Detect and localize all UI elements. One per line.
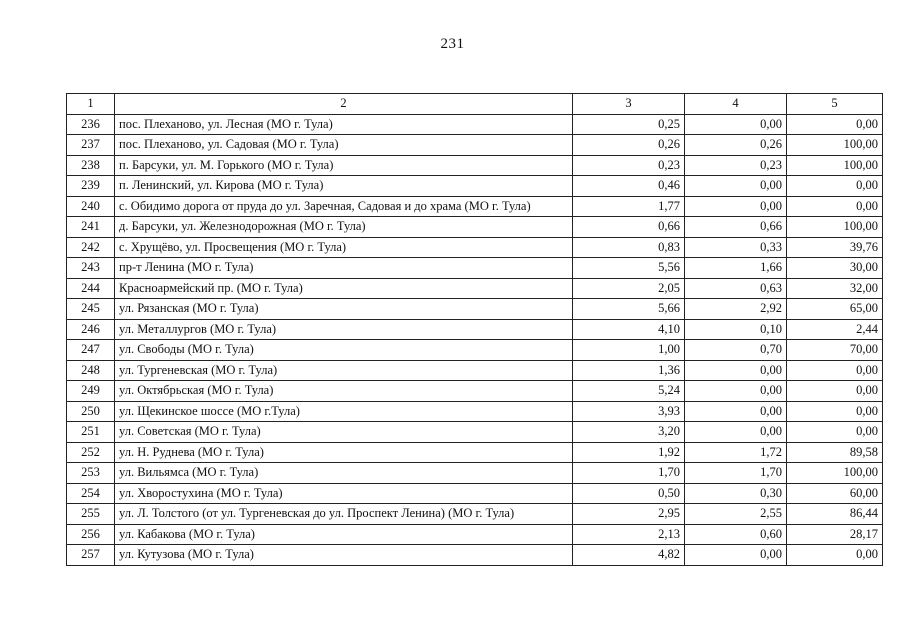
row-number: 248	[67, 360, 115, 381]
row-number: 247	[67, 340, 115, 361]
road-name: с. Обидимо дорога от пруда до ул. Заречная, Садовая и до храма (МО г. Тула)	[115, 196, 573, 217]
table-row	[67, 483, 883, 504]
road-name: ул. Хворостухина (МО г. Тула)	[115, 483, 573, 504]
value-col4: 0,70	[685, 340, 787, 361]
value-col4: 0,00	[685, 114, 787, 135]
value-col4: 0,00	[685, 360, 787, 381]
table-row	[67, 319, 883, 340]
table-row	[67, 278, 883, 299]
row-number: 246	[67, 319, 115, 340]
row-number: 251	[67, 422, 115, 443]
road-name: ул. Тургеневская (МО г. Тула)	[115, 360, 573, 381]
road-name: ул. Свободы (МО г. Тула)	[115, 340, 573, 361]
table-row	[67, 258, 883, 279]
value-col3: 0,23	[573, 155, 685, 176]
value-col5: 100,00	[787, 463, 883, 484]
table-row	[67, 217, 883, 238]
table-row	[67, 422, 883, 443]
value-col4: 0,33	[685, 237, 787, 258]
row-number: 253	[67, 463, 115, 484]
row-number: 239	[67, 176, 115, 197]
row-number: 237	[67, 135, 115, 156]
column-header: 2	[115, 94, 573, 115]
row-number: 255	[67, 504, 115, 525]
road-name: ул. Октябрьская (МО г. Тула)	[115, 381, 573, 402]
table-row	[67, 340, 883, 361]
road-name: с. Хрущёво, ул. Просвещения (МО г. Тула)	[115, 237, 573, 258]
road-name: пос. Плеханово, ул. Садовая (МО г. Тула)	[115, 135, 573, 156]
value-col5: 2,44	[787, 319, 883, 340]
table-body	[67, 114, 883, 565]
value-col5: 0,00	[787, 114, 883, 135]
value-col5: 100,00	[787, 135, 883, 156]
value-col4: 0,66	[685, 217, 787, 238]
row-number: 249	[67, 381, 115, 402]
value-col3: 3,93	[573, 401, 685, 422]
road-name: ул. Советская (МО г. Тула)	[115, 422, 573, 443]
value-col5: 32,00	[787, 278, 883, 299]
value-col3: 4,10	[573, 319, 685, 340]
value-col5: 28,17	[787, 524, 883, 545]
value-col3: 2,05	[573, 278, 685, 299]
table-row	[67, 545, 883, 566]
row-number: 238	[67, 155, 115, 176]
value-col5: 0,00	[787, 196, 883, 217]
value-col3: 0,66	[573, 217, 685, 238]
road-name: п. Ленинский, ул. Кирова (МО г. Тула)	[115, 176, 573, 197]
table-row	[67, 155, 883, 176]
column-header: 3	[573, 94, 685, 115]
value-col4: 0,00	[685, 545, 787, 566]
value-col4: 0,00	[685, 401, 787, 422]
value-col5: 70,00	[787, 340, 883, 361]
value-col5: 100,00	[787, 217, 883, 238]
value-col5: 60,00	[787, 483, 883, 504]
row-number: 236	[67, 114, 115, 135]
value-col4: 0,00	[685, 381, 787, 402]
value-col4: 0,63	[685, 278, 787, 299]
value-col4: 0,00	[685, 176, 787, 197]
value-col3: 4,82	[573, 545, 685, 566]
value-col3: 1,77	[573, 196, 685, 217]
value-col4: 1,72	[685, 442, 787, 463]
table-row	[67, 401, 883, 422]
column-header: 1	[67, 94, 115, 115]
road-name: ул. Щекинское шоссе (МО г.Тула)	[115, 401, 573, 422]
value-col5: 89,58	[787, 442, 883, 463]
value-col3: 1,92	[573, 442, 685, 463]
table-header-row	[67, 94, 883, 115]
value-col5: 86,44	[787, 504, 883, 525]
value-col3: 5,24	[573, 381, 685, 402]
value-col5: 0,00	[787, 422, 883, 443]
value-col5: 0,00	[787, 176, 883, 197]
road-name: ул. Рязанская (МО г. Тула)	[115, 299, 573, 320]
value-col3: 1,00	[573, 340, 685, 361]
row-number: 254	[67, 483, 115, 504]
value-col5: 30,00	[787, 258, 883, 279]
value-col3: 0,50	[573, 483, 685, 504]
value-col5: 0,00	[787, 360, 883, 381]
table-row	[67, 299, 883, 320]
row-number: 256	[67, 524, 115, 545]
row-number: 241	[67, 217, 115, 238]
value-col5: 0,00	[787, 381, 883, 402]
row-number: 244	[67, 278, 115, 299]
table-row	[67, 360, 883, 381]
page-number: 231	[440, 36, 465, 52]
row-number: 245	[67, 299, 115, 320]
value-col3: 3,20	[573, 422, 685, 443]
road-name: пос. Плеханово, ул. Лесная (МО г. Тула)	[115, 114, 573, 135]
row-number: 252	[67, 442, 115, 463]
value-col3: 0,46	[573, 176, 685, 197]
table-row	[67, 442, 883, 463]
value-col3: 2,95	[573, 504, 685, 525]
value-col3: 5,66	[573, 299, 685, 320]
value-col3: 1,70	[573, 463, 685, 484]
road-name: пр-т Ленина (МО г. Тула)	[115, 258, 573, 279]
table-row	[67, 381, 883, 402]
column-header: 4	[685, 94, 787, 115]
value-col4: 0,30	[685, 483, 787, 504]
data-table	[66, 93, 883, 566]
table-row	[67, 196, 883, 217]
value-col4: 1,70	[685, 463, 787, 484]
value-col5: 0,00	[787, 401, 883, 422]
value-col4: 1,66	[685, 258, 787, 279]
row-number: 243	[67, 258, 115, 279]
column-header: 5	[787, 94, 883, 115]
value-col3: 5,56	[573, 258, 685, 279]
value-col5: 0,00	[787, 545, 883, 566]
value-col5: 39,76	[787, 237, 883, 258]
road-name: ул. Кабакова (МО г. Тула)	[115, 524, 573, 545]
value-col4: 0,00	[685, 422, 787, 443]
row-number: 250	[67, 401, 115, 422]
road-name: ул. Вильямса (МО г. Тула)	[115, 463, 573, 484]
road-name: д. Барсуки, ул. Железнодорожная (МО г. Тула)	[115, 217, 573, 238]
road-name: ул. Н. Руднева (МО г. Тула)	[115, 442, 573, 463]
value-col3: 2,13	[573, 524, 685, 545]
value-col4: 0,10	[685, 319, 787, 340]
road-name: Красноармейский пр. (МО г. Тула)	[115, 278, 573, 299]
value-col3: 1,36	[573, 360, 685, 381]
value-col4: 0,60	[685, 524, 787, 545]
table-row	[67, 135, 883, 156]
table-row	[67, 176, 883, 197]
value-col4: 0,23	[685, 155, 787, 176]
value-col5: 65,00	[787, 299, 883, 320]
table-row	[67, 237, 883, 258]
value-col4: 0,00	[685, 196, 787, 217]
road-name: ул. Металлургов (МО г. Тула)	[115, 319, 573, 340]
road-name: ул. Л. Толстого (от ул. Тургеневская до ул. Проспект Ленина) (МО г. Тула)	[115, 504, 573, 525]
value-col3: 0,26	[573, 135, 685, 156]
value-col3: 0,83	[573, 237, 685, 258]
value-col3: 0,25	[573, 114, 685, 135]
road-name: п. Барсуки, ул. М. Горького (МО г. Тула)	[115, 155, 573, 176]
value-col4: 0,26	[685, 135, 787, 156]
value-col4: 2,55	[685, 504, 787, 525]
value-col4: 2,92	[685, 299, 787, 320]
row-number: 257	[67, 545, 115, 566]
table-row	[67, 504, 883, 525]
row-number: 242	[67, 237, 115, 258]
road-name: ул. Кутузова (МО г. Тула)	[115, 545, 573, 566]
table-row	[67, 524, 883, 545]
value-col5: 100,00	[787, 155, 883, 176]
table-row	[67, 114, 883, 135]
table-row	[67, 463, 883, 484]
row-number: 240	[67, 196, 115, 217]
